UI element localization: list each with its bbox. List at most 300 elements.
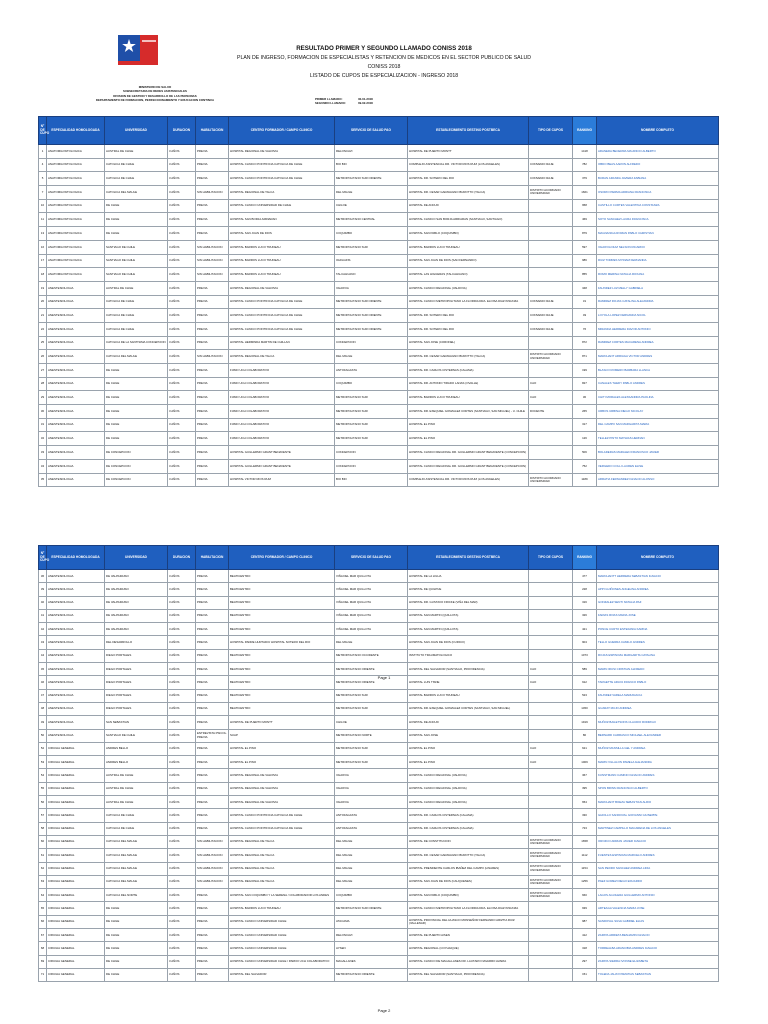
table-cell: DE VALPARAISO	[105, 583, 168, 596]
table-row	[39, 689, 719, 702]
table-row	[39, 636, 719, 649]
table-cell: ANTOFAGASTA	[335, 809, 408, 822]
table-cell	[529, 432, 573, 446]
table-cell: 11	[39, 213, 47, 227]
table-cell: 34	[39, 459, 47, 473]
table-cell: MAGNANIGA ROMAN PABLO CHRISTIAN	[597, 227, 719, 241]
table-cell: HOSPITAL CLINICO PONTIFICIA CATOLICA DE CHILE	[229, 172, 335, 186]
table-cell: HOSPITAL GUILLERMO GRANT BENAVENTE	[229, 459, 335, 473]
table-cell	[529, 446, 573, 460]
table-cell: 13	[39, 227, 47, 241]
table-row	[39, 145, 719, 159]
table-cell: ANESTESIOLOGIA	[47, 336, 105, 350]
table-cell: DISTRITO ACORDADO UNIVERSIDAD	[529, 875, 573, 888]
table-cell: METROPOLITANO SUR ORIENTE	[335, 309, 408, 323]
table-cell: GONZALEZ SENTI NATALIA PAZ	[597, 596, 719, 609]
table-cell: RAMIREZ ROJAS CATALINA ALEJANDRA	[597, 295, 719, 309]
table-cell	[529, 782, 573, 795]
table-row	[39, 849, 719, 862]
table-cell: DIEGO PORTALES	[105, 663, 168, 676]
table-cell: 1073	[573, 649, 597, 662]
table-cell: 22	[39, 322, 47, 336]
table-cell: 317	[573, 418, 597, 432]
table-cell: CONVENIO RAJE	[529, 322, 573, 336]
table-row	[39, 418, 719, 432]
table-cell: METROPOLITANO ORIENTE	[335, 968, 408, 981]
table-cell: HOSPITAL SAN COQUIMBO Y LA SERENA / COLABORADOR LOS ANDES	[229, 889, 335, 902]
table-cell: ARRATIA FERNANDEZ IGNACIO ALONSO	[597, 473, 719, 487]
column-header: ESTABLECIMIENTO DESTINO POSTBECA	[408, 117, 529, 145]
table-cell: CATOLICA DE CHILE	[105, 172, 168, 186]
table-row	[39, 322, 719, 336]
table-cell: 151	[573, 968, 597, 981]
table-cell: CIRUGIA GENERAL	[47, 968, 105, 981]
table-row	[39, 809, 719, 822]
table-cell: FIJMO UCH COLABORATIVO	[229, 418, 335, 432]
table-cell: 3 AÑOS	[168, 364, 196, 378]
table-cell: ANESTESIOLOGIA	[47, 459, 105, 473]
table-cell: METROPOLITANO SUR ORIENTE	[335, 172, 408, 186]
table-cell: COQUIMBO	[335, 889, 408, 902]
table-cell: ANATOMIA PATOLOGICA	[47, 172, 105, 186]
table-cell: 40	[39, 596, 47, 609]
table-cell: PREVIA	[196, 213, 229, 227]
table-row	[39, 172, 719, 186]
table-cell: GHIOLLO SANDOVAL GIOVANNI GIUSEPPE	[597, 809, 719, 822]
table-row	[39, 796, 719, 809]
table-cell: DE CONCEPCION	[105, 459, 168, 473]
table-cell: ANESTESIOLOGIA	[47, 702, 105, 715]
table-cell: PREVIA	[196, 199, 229, 213]
table-cell: AUSTRAL DE CHILE	[105, 769, 168, 782]
table-cell: 621	[573, 742, 597, 755]
table-cell: 30	[573, 391, 597, 405]
table-cell: 506	[573, 446, 597, 460]
table-row	[39, 583, 719, 596]
table-cell: ANDRES BELLO	[105, 742, 168, 755]
table-cell: ANATOMIA PATOLOGICA	[47, 227, 105, 241]
table-cell: HOSPITAL LAS HIGUERAS (TALCAHUANO)	[408, 268, 529, 282]
table-cell: RELONCAVI	[335, 145, 408, 159]
table-cell: SAN PEDRO SANCHEZ ANDREA LIDIA	[597, 862, 719, 875]
table-cell: HOSPITAL CLINICO UNIVERSIDAD CHILE / PARDO UCH COLABORATIVO	[229, 955, 335, 968]
table-cell: CIRUGIA GENERAL	[47, 875, 105, 888]
column-header: NOMBRE COMPLETO	[597, 117, 719, 145]
table-cell	[529, 609, 573, 622]
table-cell: PREVIA	[196, 432, 229, 446]
table-cell: TELLO GUERRA CAMILO ANDRES	[597, 636, 719, 649]
table-cell: VIÑA DEL MAR QUILLOTA	[335, 570, 408, 583]
table-row	[39, 596, 719, 609]
table-cell: MAGALLANES	[335, 955, 408, 968]
table-cell: CATOLICA DEL MAULE	[105, 849, 168, 862]
table-cell: AUSTRAL DE CHILE	[105, 796, 168, 809]
table-cell: HOSPITAL CLINICO PONTIFICIA CATOLICA DE CHILE	[229, 158, 335, 172]
table-cell: HOSPITAL REGIONAL DE TALCA	[229, 875, 335, 888]
table-cell: CASTILLO CURTES VALENTINA CONSTANZA	[597, 199, 719, 213]
table-row	[39, 942, 719, 955]
table-cell: ARANEDA BECERRA MAURICIO ALBERTO	[597, 145, 719, 159]
table-row	[39, 756, 719, 769]
table-cell: 1418	[573, 145, 597, 159]
table-cell: BEATICENTRO	[229, 663, 335, 676]
table-cell: ENTREVISTA PSICOL. PREVIA	[196, 729, 229, 742]
table-cell: 3 AÑOS	[168, 849, 196, 862]
table-cell: ANATOMIA PATOLOGICA	[47, 158, 105, 172]
table-cell: DE VALPARAISO	[105, 596, 168, 609]
table-cell: ROMO MERINA NATALIA ROXANA	[597, 268, 719, 282]
table-cell: HOSPITAL DR. GUSTAVO FRICKE (VIÑA DEL MAR)	[408, 596, 529, 609]
table-cell: HOSPITAL REGIONAL DE VALDIVIA	[229, 145, 335, 159]
table-cell: MARCHANT ARRIAGA VICTOR ANDRES	[597, 350, 719, 364]
table-cell: 33	[39, 446, 47, 460]
table-cell: PREVIA	[196, 809, 229, 822]
ministry-line: DIVISION DE GESTION Y DESARROLLO DE LAS PERSONAS	[113, 93, 197, 98]
table-cell	[529, 336, 573, 350]
table-cell: VALDIVIA	[335, 782, 408, 795]
table-cell: HOSPITAL DEL SALVADOR	[229, 968, 335, 981]
table-cell: METROPOLITANO NORTE	[335, 729, 408, 742]
table-cell	[529, 929, 573, 942]
table-cell: DEL MAULE	[335, 186, 408, 200]
table-cell: ANESTESIOLOGIA	[47, 596, 105, 609]
table-cell: PREVIA	[196, 227, 229, 241]
table-cell: 3 AÑOS	[168, 756, 196, 769]
table-cell: BEATICENTRO	[229, 583, 335, 596]
table-cell: 3 AÑOS	[168, 391, 196, 405]
table-cell: PAEZ GOMEZ DIEGO EDUARDO	[597, 875, 719, 888]
table-cell: VERGEDO COLLI LAUREN ELISE	[597, 459, 719, 473]
results-table-page-1	[38, 116, 719, 487]
table-cell: PREVIA	[196, 583, 229, 596]
table-cell: CATOLICA DEL MAULE	[105, 835, 168, 848]
table-cell: METROPOLITANO SUR ORIENTE	[335, 295, 408, 309]
table-cell: SANTIAGO DE CHILE	[105, 240, 168, 254]
table-row	[39, 609, 719, 622]
table-cell: PREVIA	[196, 663, 229, 676]
table-cell: 5	[39, 172, 47, 186]
table-cell: METROPOLITANO SUR ORIENTE	[335, 322, 408, 336]
table-cell: 10	[39, 199, 47, 213]
table-cell: 228	[573, 583, 597, 596]
table-cell: DISTRITO ACORDADO UNIVERSIDAD	[529, 350, 573, 364]
table-cell: 395	[573, 782, 597, 795]
table-cell: 3 AÑOS	[168, 309, 196, 323]
table-cell	[529, 240, 573, 254]
table-cell: PREVIA	[196, 459, 229, 473]
table-row	[39, 268, 719, 282]
table-cell: ANESTESIOLOGIA	[47, 623, 105, 636]
table-cell: PREVIA	[196, 796, 229, 809]
table-cell: HOSPITAL DE ANCUD	[408, 716, 529, 729]
table-cell: VALDIVIA DIAZ NELSON RICARDO	[597, 240, 719, 254]
table-cell: OROZCO ADRIAN JAVIER IGNACIO	[597, 835, 719, 848]
table-cell: HOSPITAL CLINICO REGIONAL (VALDIVIA)	[408, 769, 529, 782]
table-cell: 3 AÑOS	[168, 809, 196, 822]
table-cell: 1112	[573, 849, 597, 862]
table-cell: METROPOLITANO SUR ORIENTE	[335, 902, 408, 915]
table-cell: MUÑOZ MANSILLA GEL Y ANDREA	[597, 742, 719, 755]
table-cell: PREVIA	[196, 756, 229, 769]
table-cell: CATOLICA DE LA SANTISIMA CONCEPCION	[105, 336, 168, 350]
table-cell: FIJMO UCH COLABORATIVO	[229, 364, 335, 378]
table-cell: DIEGO PORTALES	[105, 649, 168, 662]
table-cell: 50	[39, 729, 47, 742]
page-number: Page 1	[377, 675, 391, 680]
table-cell: COMPLEJO ASISTENCIAL DR. VICTOR RIOS RUIZ (LOS ANGELES)	[408, 158, 529, 172]
column-header: CENTRO FORMADOR / CAMPO CLINICO	[229, 117, 335, 145]
table-cell: 3 AÑOS	[168, 158, 196, 172]
table-cell	[529, 636, 573, 649]
table-cell	[529, 254, 573, 268]
table-cell: ANESTESIOLOGIA	[47, 716, 105, 729]
table-cell: HOSPITAL GUILLERMO GRANT BENAVENTE	[229, 446, 335, 460]
table-cell: 42	[39, 623, 47, 636]
table-cell: HOSPITAL EL PINO	[229, 742, 335, 755]
table-cell: MARTINEZ CAMPILLO MACARENA DE LOS ANGELES	[597, 822, 719, 835]
table-cell	[529, 822, 573, 835]
table-cell: DE CHILE	[105, 432, 168, 446]
table-cell: SIN HABILITACION	[196, 875, 229, 888]
table-cell: OSORIO PERMA ADRIANA FRANCISCA	[597, 186, 719, 200]
table-cell: CATOLICA DEL MAULE	[105, 875, 168, 888]
table-cell: PREVIA	[196, 676, 229, 689]
table-cell	[529, 968, 573, 981]
table-cell: DEL MAULE	[335, 636, 408, 649]
table-row	[39, 336, 719, 350]
table-row	[39, 446, 719, 460]
table-cell: ANESTESIOLOGIA	[47, 663, 105, 676]
table-cell: ANESTESIOLOGIA	[47, 322, 105, 336]
table-cell: DEL MAULE	[335, 875, 408, 888]
table-cell: SPON BRINS FRANCISCO ALBERTO	[597, 782, 719, 795]
table-cell: PREVIA	[196, 364, 229, 378]
table-cell: 57	[39, 809, 47, 822]
column-header: HABILITACION	[196, 546, 229, 570]
table-cell: APPI GUIÑONES ANGELINA ANDREA	[597, 583, 719, 596]
table-cell: 1154	[573, 862, 597, 875]
table-row	[39, 702, 719, 715]
table-row	[39, 623, 719, 636]
table-cell: CIRUGIA GENERAL	[47, 849, 105, 862]
table-row	[39, 281, 719, 295]
table-row	[39, 309, 719, 323]
chile-government-logo-icon	[118, 35, 158, 75]
table-cell: FIJMO UCH COLABORATIVO	[229, 391, 335, 405]
table-cell: DISTRITO ACORDADO UNIVERSIDAD	[529, 473, 573, 487]
table-cell: AUSTRAL DE CHILE	[105, 281, 168, 295]
table-cell: CATOLICA DE CHILE	[105, 809, 168, 822]
table-cell: SIN HABILITACION	[196, 350, 229, 364]
table-cell: ANESTESIOLOGIA	[47, 570, 105, 583]
table-cell: FIJMO UCH COLABORATIVO	[229, 432, 335, 446]
table-cell: 26	[39, 350, 47, 364]
table-cell: HOSPITAL DR. CESAR GARAVAGNO BUROTTO (TALCA)	[408, 186, 529, 200]
table-cell: 31	[39, 418, 47, 432]
table-cell: 421	[573, 623, 597, 636]
table-cell: 3 AÑOS	[168, 377, 196, 391]
table-cell: 3 AÑOS	[168, 862, 196, 875]
table-cell: 3 AÑOS	[168, 418, 196, 432]
table-cell: AUSTRAL DE CHILE	[105, 145, 168, 159]
table-cell: 53	[39, 756, 47, 769]
table-cell: 67	[39, 929, 47, 942]
table-cell: HOSPITAL SAN MARTIN (QUILLOTA)	[408, 623, 529, 636]
table-cell: CHILOE	[335, 716, 408, 729]
table-cell: 589	[573, 663, 597, 676]
table-cell: COQUIMBO	[335, 227, 408, 241]
table-cell: PREVIA	[196, 889, 229, 902]
table-cell: CONVENIO RAJE	[529, 172, 573, 186]
table-cell: 3 AÑOS	[168, 213, 196, 227]
table-cell: PREVIA	[196, 716, 229, 729]
table-cell: HOSPITAL REGIONAL DE VALDIVIA	[229, 281, 335, 295]
table-cell: CATOLICA DE CHILE	[105, 295, 168, 309]
table-cell: 29	[39, 391, 47, 405]
table-cell: ANTOFAGASTA	[335, 822, 408, 835]
table-cell: HOSPITAL BARROS LUCO TRUDEAU	[408, 240, 529, 254]
table-cell: HOSPITAL REGIONAL DE VALDIVIA	[229, 796, 335, 809]
table-cell: DE CHILE	[105, 955, 168, 968]
table-row	[39, 364, 719, 378]
table-cell: CATOLICA DEL MAULE	[105, 862, 168, 875]
table-row	[39, 377, 719, 391]
ministry-line: MINISTERIO DE SALUD	[138, 85, 172, 89]
table-cell: HOSPITAL REGIONAL DE VALDIVIA	[229, 782, 335, 795]
table-cell: CATOLICA DE CHILE	[105, 309, 168, 323]
table-cell: BEATICENTRO	[229, 609, 335, 622]
table-cell: CAO	[529, 742, 573, 755]
table-cell: 3 AÑOS	[168, 623, 196, 636]
table-cell: 3 AÑOS	[168, 729, 196, 742]
column-header: SERVICIO DE SALUD PAO	[335, 546, 408, 570]
table-cell	[529, 227, 573, 241]
table-row	[39, 199, 719, 213]
table-cell: 19	[39, 281, 47, 295]
table-cell: 3 AÑOS	[168, 796, 196, 809]
table-cell: CHILOE	[335, 199, 408, 213]
table-cell: CAO	[529, 391, 573, 405]
table-cell: 1	[39, 145, 47, 159]
table-cell: SIN HABILITACION	[196, 835, 229, 848]
table-cell: 80	[573, 729, 597, 742]
table-cell: LOYOLA LOPEZ FERNANDA NICOL	[597, 309, 719, 323]
table-cell: 1009	[573, 756, 597, 769]
table-cell: PREVIA	[196, 742, 229, 755]
second-call-label: SEGUNDO LLAMADO:	[315, 101, 346, 106]
document-subtitle: PLAN DE INGRESO, FORMACION DE ESPECIALISTAS Y RETENCION DE MEDICOS EN EL SECTOR PUBLICO DE SALUD	[236, 55, 532, 61]
table-cell: 18	[39, 268, 47, 282]
table-cell: CIRUGIA GENERAL	[47, 902, 105, 915]
table-cell	[529, 769, 573, 782]
table-cell: INSTITUTO TRAUMATOLOGICO	[408, 649, 529, 662]
table-cell: HOSPITAL DR. SOTERO DEL RIO	[408, 322, 529, 336]
table-cell: 782	[573, 158, 597, 172]
column-header: UNIVERSIDAD	[105, 546, 168, 570]
table-cell: HOSPITAL DR. CESAR GARAVAGNO BUROTTO (TALCA)	[408, 350, 529, 364]
table-cell: 3 AÑOS	[168, 782, 196, 795]
table-cell: ANTOFAGASTA	[335, 364, 408, 378]
table-cell: HOSPITAL BARROS LUCO TRUDEAU	[408, 689, 529, 702]
table-cell: ANESTESIOLOGIA	[47, 309, 105, 323]
table-cell: DEL MAULE	[335, 849, 408, 862]
table-cell: ANESTESIOLOGIA	[47, 729, 105, 742]
table-cell: 3 AÑOS	[168, 929, 196, 942]
table-row	[39, 227, 719, 241]
table-cell: METROPOLITANO SUR	[335, 391, 408, 405]
table-cell: HOSPITAL DR. CESAR GARAVAGNO BUROTTO (TALCA)	[408, 849, 529, 862]
table-cell: CIRUGIA GENERAL	[47, 809, 105, 822]
table-cell: 379	[573, 172, 597, 186]
table-cell: 47	[39, 689, 47, 702]
table-cell: DEL MAULE	[335, 862, 408, 875]
table-cell: 43	[39, 636, 47, 649]
table-cell: 3 AÑOS	[168, 649, 196, 662]
table-cell: 199	[573, 364, 597, 378]
table-cell: METROPOLITANO ORIENTE	[335, 663, 408, 676]
table-cell: METROPOLITANO SUR	[335, 742, 408, 755]
table-row	[39, 432, 719, 446]
table-cell: 3 AÑOS	[168, 281, 196, 295]
table-cell: BEATICENTRO	[229, 649, 335, 662]
table-cell: CIRUGIA GENERAL	[47, 889, 105, 902]
table-cell: 958	[573, 199, 597, 213]
table-cell: 3 AÑOS	[168, 405, 196, 419]
table-cell: CHITI MORALES ALESSANDRA PAOLINA	[597, 391, 719, 405]
table-cell: 62	[39, 862, 47, 875]
table-cell: CATOLICA DE CHILE	[105, 158, 168, 172]
table-cell: PREVIA	[196, 929, 229, 942]
table-cell: 39	[39, 583, 47, 596]
table-cell: 3 AÑOS	[168, 186, 196, 200]
column-header: ESPECIALIDAD HOMOLOGADA	[47, 546, 105, 570]
column-header: N° DE CUPO	[39, 546, 47, 570]
table-cell: DISTRITO ACORDADO UNIVERSIDAD	[529, 862, 573, 875]
table-cell: 3 AÑOS	[168, 336, 196, 350]
table-cell: METROPOLITANO SUR	[335, 418, 408, 432]
table-cell	[529, 213, 573, 227]
table-cell: HOSPITAL REGIONAL DE TALCA	[229, 350, 335, 364]
table-cell: SOTO SANCHEZ LAURA FRANCISCA	[597, 213, 719, 227]
table-cell: VIÑA DEL MAR QUILLOTA	[335, 623, 408, 636]
table-cell: DE VALPARAISO	[105, 609, 168, 622]
table-cell: 1450	[573, 702, 597, 715]
table-cell	[529, 796, 573, 809]
second-call-date: 09-02-2018	[358, 101, 373, 106]
table-cell: BIO BIO	[335, 473, 408, 487]
table-cell: 330	[573, 809, 597, 822]
table-cell: HOSPITAL SAN BORJA ARRIARAN	[229, 213, 335, 227]
table-cell: HOSPITAL CLINICO UNIVERSIDAD CHILE	[229, 942, 335, 955]
table-cell: HOSPITAL SAN JUAN DE DIOS (CAUQUENES)	[408, 875, 529, 888]
table-cell: CATOLICA DEL MAULE	[105, 186, 168, 200]
table-cell: PREVIA	[196, 636, 229, 649]
table-cell: DE CHILE	[105, 929, 168, 942]
table-cell: HOSPITAL CLINICO PONTIFICIA CATOLICA DE CHILE	[229, 309, 335, 323]
table-cell: PREVIA	[196, 295, 229, 309]
table-cell: SIN HABILITACION	[196, 254, 229, 268]
table-cell: CATOLICA DEL MAULE	[105, 350, 168, 364]
table-cell: SIN HABILITACION	[196, 849, 229, 862]
table-cell: SIN HABILITACION	[196, 268, 229, 282]
table-cell: FARIAS RIVAS MARIA JOSE	[597, 609, 719, 622]
table-cell: HOSPITAL HERMINDA MARTIN DE CHILLAN	[229, 336, 335, 350]
first-call-label: PRIMER LLAMADO:	[315, 97, 343, 101]
table-cell: TELLEZ PINTO MATHIAS HERNAN	[597, 432, 719, 446]
table-cell: 65	[39, 902, 47, 915]
table-cell	[529, 199, 573, 213]
table-cell: HOSPITAL CLINICO PONTIFICIA CATOLICA DE CHILE	[229, 322, 335, 336]
